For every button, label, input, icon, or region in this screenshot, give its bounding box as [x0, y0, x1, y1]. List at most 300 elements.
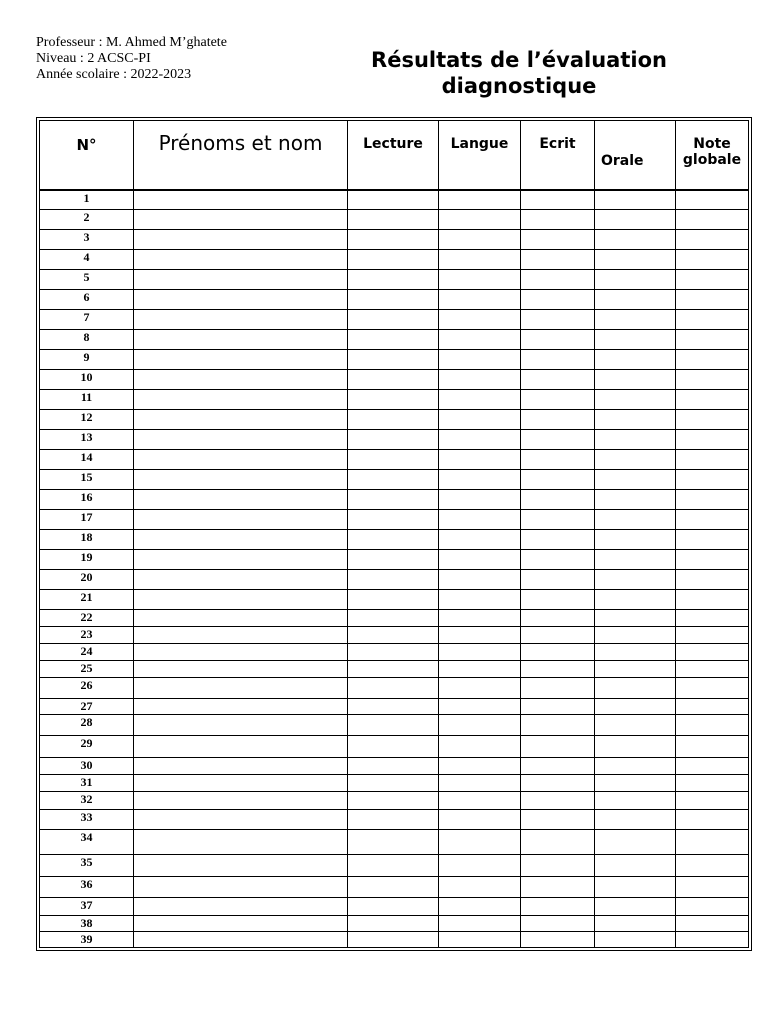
langue-cell[interactable]	[439, 610, 521, 627]
name-cell[interactable]	[134, 916, 348, 932]
note-cell[interactable]	[676, 450, 749, 470]
table-row	[40, 644, 749, 661]
name-cell[interactable]	[134, 270, 348, 290]
note-cell[interactable]	[676, 390, 749, 410]
row-number: 36	[40, 877, 134, 898]
name-cell[interactable]	[134, 855, 348, 877]
name-cell[interactable]	[134, 644, 348, 661]
note-cell[interactable]	[676, 310, 749, 330]
note-cell[interactable]	[676, 370, 749, 390]
header-name: Prénoms et nom	[134, 121, 348, 190]
langue-cell[interactable]	[439, 530, 521, 550]
note-cell[interactable]	[676, 898, 749, 916]
name-cell[interactable]	[134, 430, 348, 450]
ecrit-cell[interactable]	[521, 410, 595, 430]
ecrit-cell[interactable]	[521, 270, 595, 290]
table-row	[40, 330, 749, 350]
name-cell[interactable]	[134, 190, 348, 210]
table-row	[40, 792, 749, 810]
table-row	[40, 570, 749, 590]
langue-cell[interactable]	[439, 550, 521, 570]
orale-cell[interactable]	[595, 570, 676, 590]
lecture-cell[interactable]	[348, 410, 439, 430]
langue-cell[interactable]	[439, 661, 521, 678]
orale-cell[interactable]	[595, 210, 676, 230]
table-row	[40, 450, 749, 470]
lecture-cell[interactable]	[348, 470, 439, 490]
ecrit-cell[interactable]	[521, 916, 595, 932]
year-line: Année scolaire : 2022-2023	[36, 67, 192, 82]
langue-cell[interactable]	[439, 916, 521, 932]
name-cell[interactable]	[134, 450, 348, 470]
name-cell[interactable]	[134, 230, 348, 250]
note-cell[interactable]	[676, 736, 749, 758]
ecrit-cell[interactable]	[521, 330, 595, 350]
orale-cell[interactable]	[595, 916, 676, 932]
langue-cell[interactable]	[439, 678, 521, 699]
lecture-cell[interactable]	[348, 430, 439, 450]
name-cell[interactable]	[134, 570, 348, 590]
row-number: 28	[40, 715, 134, 736]
langue-cell[interactable]	[439, 490, 521, 510]
row-number: 12	[40, 410, 134, 430]
ecrit-cell[interactable]	[521, 490, 595, 510]
lecture-cell[interactable]	[348, 270, 439, 290]
lecture-cell[interactable]	[348, 916, 439, 932]
orale-cell[interactable]	[595, 810, 676, 830]
langue-cell[interactable]	[439, 510, 521, 530]
table-row	[40, 350, 749, 370]
lecture-cell[interactable]	[348, 390, 439, 410]
row-number: 38	[40, 916, 134, 932]
lecture-cell[interactable]	[348, 830, 439, 855]
orale-cell[interactable]	[595, 410, 676, 430]
orale-cell[interactable]	[595, 370, 676, 390]
lecture-cell[interactable]	[348, 550, 439, 570]
row-number: 10	[40, 370, 134, 390]
ecrit-cell[interactable]	[521, 370, 595, 390]
teacher-info	[36, 35, 227, 83]
ecrit-cell[interactable]	[521, 230, 595, 250]
ecrit-cell[interactable]	[521, 715, 595, 736]
ecrit-cell[interactable]	[521, 530, 595, 550]
name-cell[interactable]	[134, 810, 348, 830]
note-cell[interactable]	[676, 830, 749, 855]
name-cell[interactable]	[134, 775, 348, 792]
langue-cell[interactable]	[439, 290, 521, 310]
table-row	[40, 390, 749, 410]
note-cell[interactable]	[676, 190, 749, 210]
orale-cell[interactable]	[595, 310, 676, 330]
orale-cell[interactable]	[595, 792, 676, 810]
name-cell[interactable]	[134, 661, 348, 678]
orale-cell[interactable]	[595, 270, 676, 290]
row-number: 11	[40, 390, 134, 410]
row-number: 4	[40, 250, 134, 270]
orale-cell[interactable]	[595, 470, 676, 490]
langue-cell[interactable]	[439, 736, 521, 758]
langue-cell[interactable]	[439, 644, 521, 661]
langue-cell[interactable]	[439, 310, 521, 330]
langue-cell[interactable]	[439, 210, 521, 230]
orale-cell[interactable]	[595, 855, 676, 877]
name-cell[interactable]	[134, 590, 348, 610]
note-cell[interactable]	[676, 550, 749, 570]
header-langue: Langue	[439, 121, 521, 190]
note-cell[interactable]	[676, 590, 749, 610]
langue-cell[interactable]	[439, 590, 521, 610]
note-cell[interactable]	[676, 210, 749, 230]
lecture-cell[interactable]	[348, 330, 439, 350]
row-number: 17	[40, 510, 134, 530]
lecture-cell[interactable]	[348, 230, 439, 250]
orale-cell[interactable]	[595, 898, 676, 916]
orale-cell[interactable]	[595, 715, 676, 736]
langue-cell[interactable]	[439, 250, 521, 270]
name-cell[interactable]	[134, 792, 348, 810]
table-row	[40, 775, 749, 792]
name-cell[interactable]	[134, 736, 348, 758]
note-cell[interactable]	[676, 230, 749, 250]
table-row	[40, 270, 749, 290]
row-number: 21	[40, 590, 134, 610]
header-row	[40, 121, 749, 190]
ecrit-cell[interactable]	[521, 250, 595, 270]
lecture-cell[interactable]	[348, 590, 439, 610]
lecture-cell[interactable]	[348, 661, 439, 678]
langue-cell[interactable]	[439, 715, 521, 736]
ecrit-cell[interactable]	[521, 758, 595, 775]
lecture-cell[interactable]	[348, 510, 439, 530]
langue-cell[interactable]	[439, 932, 521, 948]
name-cell[interactable]	[134, 610, 348, 627]
ecrit-cell[interactable]	[521, 830, 595, 855]
lecture-cell[interactable]	[348, 792, 439, 810]
note-cell[interactable]	[676, 792, 749, 810]
ecrit-cell[interactable]	[521, 627, 595, 644]
langue-cell[interactable]	[439, 190, 521, 210]
langue-cell[interactable]	[439, 810, 521, 830]
row-number: 37	[40, 898, 134, 916]
orale-cell[interactable]	[595, 490, 676, 510]
row-number: 34	[40, 830, 134, 855]
note-cell[interactable]	[676, 715, 749, 736]
langue-cell[interactable]	[439, 855, 521, 877]
header-ecrit: Ecrit	[521, 121, 595, 190]
lecture-cell[interactable]	[348, 250, 439, 270]
row-number: 1	[40, 190, 134, 210]
langue-cell[interactable]	[439, 470, 521, 490]
ecrit-cell[interactable]	[521, 290, 595, 310]
ecrit-cell[interactable]	[521, 810, 595, 830]
lecture-cell[interactable]	[348, 290, 439, 310]
ecrit-cell[interactable]	[521, 792, 595, 810]
ecrit-cell[interactable]	[521, 699, 595, 715]
lecture-cell[interactable]	[348, 678, 439, 699]
ecrit-cell[interactable]	[521, 570, 595, 590]
lecture-cell[interactable]	[348, 610, 439, 627]
orale-cell[interactable]	[595, 230, 676, 250]
lecture-cell[interactable]	[348, 758, 439, 775]
table-row	[40, 250, 749, 270]
note-cell[interactable]	[676, 661, 749, 678]
row-number: 23	[40, 627, 134, 644]
note-cell[interactable]	[676, 627, 749, 644]
note-cell[interactable]	[676, 678, 749, 699]
langue-cell[interactable]	[439, 350, 521, 370]
note-cell[interactable]	[676, 916, 749, 932]
header-orale: Orale	[595, 121, 676, 190]
orale-cell[interactable]	[595, 775, 676, 792]
orale-cell[interactable]	[595, 699, 676, 715]
orale-cell[interactable]	[595, 877, 676, 898]
langue-cell[interactable]	[439, 570, 521, 590]
orale-cell[interactable]	[595, 932, 676, 948]
row-number: 22	[40, 610, 134, 627]
name-cell[interactable]	[134, 290, 348, 310]
ecrit-cell[interactable]	[521, 678, 595, 699]
ecrit-cell[interactable]	[521, 610, 595, 627]
ecrit-cell[interactable]	[521, 877, 595, 898]
note-cell[interactable]	[676, 530, 749, 550]
orale-cell[interactable]	[595, 430, 676, 450]
name-cell[interactable]	[134, 470, 348, 490]
table-row	[40, 898, 749, 916]
langue-cell[interactable]	[439, 270, 521, 290]
note-cell[interactable]	[676, 644, 749, 661]
header-note-globale: Note globale	[676, 121, 749, 190]
ecrit-cell[interactable]	[521, 510, 595, 530]
lecture-cell[interactable]	[348, 810, 439, 830]
note-cell[interactable]	[676, 610, 749, 627]
name-cell[interactable]	[134, 627, 348, 644]
note-cell[interactable]	[676, 350, 749, 370]
ecrit-cell[interactable]	[521, 310, 595, 330]
ecrit-cell[interactable]	[521, 450, 595, 470]
orale-cell[interactable]	[595, 510, 676, 530]
lecture-cell[interactable]	[348, 450, 439, 470]
name-cell[interactable]	[134, 310, 348, 330]
note-cell[interactable]	[676, 570, 749, 590]
name-cell[interactable]	[134, 758, 348, 775]
header-lecture: Lecture	[348, 121, 439, 190]
lecture-cell[interactable]	[348, 898, 439, 916]
row-number: 9	[40, 350, 134, 370]
orale-cell[interactable]	[595, 530, 676, 550]
lecture-cell[interactable]	[348, 570, 439, 590]
langue-cell[interactable]	[439, 450, 521, 470]
row-number: 13	[40, 430, 134, 450]
ecrit-cell[interactable]	[521, 550, 595, 570]
lecture-cell[interactable]	[348, 775, 439, 792]
lecture-cell[interactable]	[348, 490, 439, 510]
orale-cell[interactable]	[595, 678, 676, 699]
note-cell[interactable]	[676, 510, 749, 530]
table-row	[40, 916, 749, 932]
table-row	[40, 736, 749, 758]
row-number: 30	[40, 758, 134, 775]
orale-cell[interactable]	[595, 390, 676, 410]
note-cell[interactable]	[676, 430, 749, 450]
note-cell[interactable]	[676, 330, 749, 350]
row-number: 2	[40, 210, 134, 230]
name-cell[interactable]	[134, 550, 348, 570]
ecrit-cell[interactable]	[521, 898, 595, 916]
note-cell[interactable]	[676, 775, 749, 792]
note-cell[interactable]	[676, 877, 749, 898]
orale-cell[interactable]	[595, 350, 676, 370]
note-cell[interactable]	[676, 270, 749, 290]
lecture-cell[interactable]	[348, 644, 439, 661]
row-number: 20	[40, 570, 134, 590]
table-row	[40, 370, 749, 390]
name-cell[interactable]	[134, 877, 348, 898]
row-number: 33	[40, 810, 134, 830]
note-cell[interactable]	[676, 470, 749, 490]
table-row	[40, 877, 749, 898]
table-row	[40, 699, 749, 715]
table-row	[40, 830, 749, 855]
orale-cell[interactable]	[595, 736, 676, 758]
name-cell[interactable]	[134, 370, 348, 390]
results-sheet	[36, 117, 752, 951]
note-cell[interactable]	[676, 932, 749, 948]
orale-cell[interactable]	[595, 627, 676, 644]
lecture-cell[interactable]	[348, 699, 439, 715]
lecture-cell[interactable]	[348, 370, 439, 390]
name-cell[interactable]	[134, 678, 348, 699]
table-row	[40, 290, 749, 310]
orale-cell[interactable]	[595, 610, 676, 627]
ecrit-cell[interactable]	[521, 430, 595, 450]
note-cell[interactable]	[676, 490, 749, 510]
langue-cell[interactable]	[439, 410, 521, 430]
note-cell[interactable]	[676, 758, 749, 775]
table-row	[40, 627, 749, 644]
langue-cell[interactable]	[439, 330, 521, 350]
name-cell[interactable]	[134, 699, 348, 715]
table-row	[40, 758, 749, 775]
name-cell[interactable]	[134, 898, 348, 916]
langue-cell[interactable]	[439, 775, 521, 792]
orale-cell[interactable]	[595, 290, 676, 310]
note-cell[interactable]	[676, 410, 749, 430]
note-cell[interactable]	[676, 250, 749, 270]
name-cell[interactable]	[134, 490, 348, 510]
langue-cell[interactable]	[439, 230, 521, 250]
ecrit-cell[interactable]	[521, 350, 595, 370]
name-cell[interactable]	[134, 830, 348, 855]
row-number: 18	[40, 530, 134, 550]
table-row	[40, 310, 749, 330]
langue-cell[interactable]	[439, 830, 521, 855]
ecrit-cell[interactable]	[521, 210, 595, 230]
lecture-cell[interactable]	[348, 736, 439, 758]
row-number: 39	[40, 932, 134, 948]
langue-cell[interactable]	[439, 758, 521, 775]
note-cell[interactable]	[676, 290, 749, 310]
orale-cell[interactable]	[595, 450, 676, 470]
header-number: N°	[40, 121, 134, 190]
page-title: Résultats de l’évaluation diagnostique	[371, 48, 667, 98]
langue-cell[interactable]	[439, 877, 521, 898]
lecture-cell[interactable]	[348, 530, 439, 550]
langue-cell[interactable]	[439, 627, 521, 644]
table-row	[40, 550, 749, 570]
table-row	[40, 590, 749, 610]
note-cell[interactable]	[676, 810, 749, 830]
langue-cell[interactable]	[439, 792, 521, 810]
lecture-cell[interactable]	[348, 855, 439, 877]
row-number: 35	[40, 855, 134, 877]
results-table	[39, 120, 749, 948]
orale-cell[interactable]	[595, 190, 676, 210]
lecture-cell[interactable]	[348, 310, 439, 330]
orale-cell[interactable]	[595, 758, 676, 775]
orale-cell[interactable]	[595, 644, 676, 661]
note-cell[interactable]	[676, 699, 749, 715]
orale-cell[interactable]	[595, 830, 676, 855]
ecrit-cell[interactable]	[521, 736, 595, 758]
name-cell[interactable]	[134, 932, 348, 948]
lecture-cell[interactable]	[348, 932, 439, 948]
name-cell[interactable]	[134, 350, 348, 370]
ecrit-cell[interactable]	[521, 590, 595, 610]
table-row	[40, 810, 749, 830]
lecture-cell[interactable]	[348, 350, 439, 370]
orale-cell[interactable]	[595, 590, 676, 610]
name-cell[interactable]	[134, 210, 348, 230]
lecture-cell[interactable]	[348, 627, 439, 644]
name-cell[interactable]	[134, 410, 348, 430]
ecrit-cell[interactable]	[521, 775, 595, 792]
lecture-cell[interactable]	[348, 190, 439, 210]
table-row	[40, 510, 749, 530]
ecrit-cell[interactable]	[521, 190, 595, 210]
ecrit-cell[interactable]	[521, 932, 595, 948]
orale-cell[interactable]	[595, 250, 676, 270]
langue-cell[interactable]	[439, 430, 521, 450]
row-number: 8	[40, 330, 134, 350]
langue-cell[interactable]	[439, 699, 521, 715]
lecture-cell[interactable]	[348, 715, 439, 736]
orale-cell[interactable]	[595, 661, 676, 678]
ecrit-cell[interactable]	[521, 390, 595, 410]
langue-cell[interactable]	[439, 370, 521, 390]
name-cell[interactable]	[134, 330, 348, 350]
lecture-cell[interactable]	[348, 877, 439, 898]
ecrit-cell[interactable]	[521, 470, 595, 490]
name-cell[interactable]	[134, 530, 348, 550]
name-cell[interactable]	[134, 250, 348, 270]
row-number: 6	[40, 290, 134, 310]
orale-cell[interactable]	[595, 330, 676, 350]
langue-cell[interactable]	[439, 390, 521, 410]
ecrit-cell[interactable]	[521, 661, 595, 678]
orale-cell[interactable]	[595, 550, 676, 570]
langue-cell[interactable]	[439, 898, 521, 916]
row-number: 16	[40, 490, 134, 510]
lecture-cell[interactable]	[348, 210, 439, 230]
ecrit-cell[interactable]	[521, 855, 595, 877]
row-number: 5	[40, 270, 134, 290]
ecrit-cell[interactable]	[521, 644, 595, 661]
name-cell[interactable]	[134, 715, 348, 736]
table-row	[40, 678, 749, 699]
name-cell[interactable]	[134, 510, 348, 530]
name-cell[interactable]	[134, 390, 348, 410]
note-cell[interactable]	[676, 855, 749, 877]
